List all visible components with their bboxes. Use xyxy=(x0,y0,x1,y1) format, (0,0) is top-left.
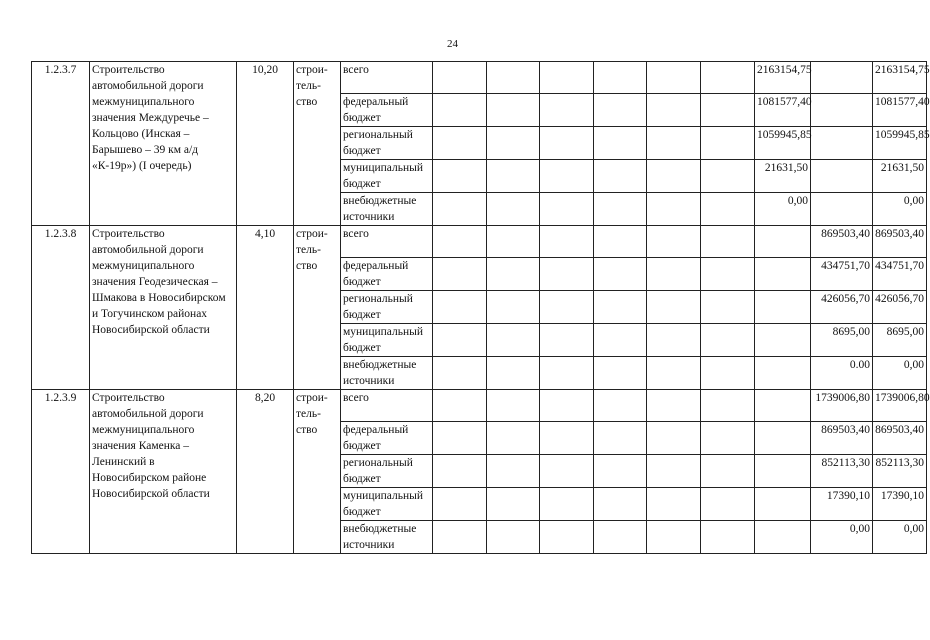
empty-year-cell xyxy=(594,390,647,422)
funding-source-label: федеральный бюджет xyxy=(341,94,433,127)
amount-cell-a: 1081577,40 xyxy=(755,94,811,127)
empty-year-cell xyxy=(594,258,647,291)
amount-cell-b: 1739006,80 xyxy=(811,390,873,422)
empty-year-cell xyxy=(594,94,647,127)
funding-source-label: региональный бюджет xyxy=(341,455,433,488)
item-code: 1.2.3.8 xyxy=(32,226,90,390)
amount-cell-a xyxy=(755,324,811,357)
empty-year-cell xyxy=(487,94,540,127)
empty-year-cell xyxy=(701,62,755,94)
empty-year-cell xyxy=(594,455,647,488)
item-kind: строи-тель-ство xyxy=(294,226,341,390)
table-row xyxy=(32,226,927,258)
empty-year-cell xyxy=(540,390,594,422)
empty-year-cell xyxy=(594,422,647,455)
funding-source-label: федеральный бюджет xyxy=(341,422,433,455)
empty-year-cell xyxy=(647,226,701,258)
empty-year-cell xyxy=(540,226,594,258)
empty-year-cell xyxy=(487,357,540,390)
empty-year-cell xyxy=(540,521,594,554)
empty-year-cell xyxy=(647,94,701,127)
table-body xyxy=(32,62,930,554)
empty-year-cell xyxy=(487,193,540,226)
item-name: Строительство автомобильной дороги межмуниципального значения Междуречье – Кольцово (Инская – Барышево – 39 км а/д «К-19р») (I очередь) xyxy=(90,62,237,226)
empty-year-cell xyxy=(540,324,594,357)
empty-year-cell xyxy=(540,193,594,226)
empty-year-cell xyxy=(647,488,701,521)
empty-year-cell xyxy=(433,258,487,291)
empty-year-cell xyxy=(433,94,487,127)
item-length: 10,20 xyxy=(237,62,294,226)
amount-cell-a: 2163154,75 xyxy=(755,62,811,94)
empty-year-cell xyxy=(433,488,487,521)
empty-year-cell xyxy=(594,127,647,160)
empty-year-cell xyxy=(433,324,487,357)
empty-year-cell xyxy=(647,193,701,226)
item-name: Строительство автомобильной дороги межмуниципального значения Каменка – Ленинский в Новосибирском районе Новосибирской области xyxy=(90,390,237,554)
empty-year-cell xyxy=(594,226,647,258)
empty-year-cell xyxy=(701,324,755,357)
empty-year-cell xyxy=(540,127,594,160)
funding-source-label: всего xyxy=(341,226,433,258)
empty-year-cell xyxy=(594,62,647,94)
total-cell: 1739006,80 xyxy=(873,390,927,422)
empty-year-cell xyxy=(647,357,701,390)
empty-year-cell xyxy=(487,226,540,258)
empty-year-cell xyxy=(487,521,540,554)
amount-cell-b xyxy=(811,94,873,127)
funding-source-label: всего xyxy=(341,62,433,94)
amount-cell-a: 1059945,85 xyxy=(755,127,811,160)
amount-cell-a xyxy=(755,226,811,258)
empty-year-cell xyxy=(701,226,755,258)
empty-year-cell xyxy=(701,521,755,554)
amount-cell-a xyxy=(755,455,811,488)
empty-year-cell xyxy=(540,455,594,488)
empty-year-cell xyxy=(540,488,594,521)
empty-year-cell xyxy=(594,291,647,324)
empty-year-cell xyxy=(487,291,540,324)
funding-source-label: муниципальный бюджет xyxy=(341,488,433,521)
empty-year-cell xyxy=(433,193,487,226)
amount-cell-b: 17390,10 xyxy=(811,488,873,521)
funding-source-label: региональный бюджет xyxy=(341,127,433,160)
empty-year-cell xyxy=(594,357,647,390)
empty-year-cell xyxy=(701,291,755,324)
total-cell: 1059945,85 xyxy=(873,127,927,160)
empty-year-cell xyxy=(647,324,701,357)
amount-cell-a: 0,00 xyxy=(755,193,811,226)
total-cell: 869503,40 xyxy=(873,226,927,258)
empty-year-cell xyxy=(433,357,487,390)
total-cell: 21631,50 xyxy=(873,160,927,193)
amount-cell-a xyxy=(755,488,811,521)
total-cell: 852113,30 xyxy=(873,455,927,488)
empty-year-cell xyxy=(647,127,701,160)
empty-year-cell xyxy=(433,62,487,94)
total-cell: 2163154,75 xyxy=(873,62,927,94)
table-row xyxy=(32,390,927,422)
empty-year-cell xyxy=(433,127,487,160)
funding-source-label: региональный бюджет xyxy=(341,291,433,324)
empty-year-cell xyxy=(647,521,701,554)
empty-year-cell xyxy=(701,127,755,160)
amount-cell-a xyxy=(755,357,811,390)
empty-year-cell xyxy=(647,390,701,422)
empty-year-cell xyxy=(433,521,487,554)
item-length: 8,20 xyxy=(237,390,294,554)
total-cell: 17390,10 xyxy=(873,488,927,521)
total-cell: 0,00 xyxy=(873,521,927,554)
empty-year-cell xyxy=(701,258,755,291)
total-cell: 0,00 xyxy=(873,357,927,390)
item-kind: строи-тель-ство xyxy=(294,62,341,226)
empty-year-cell xyxy=(540,291,594,324)
item-kind: строи-тель-ство xyxy=(294,390,341,554)
amount-cell-b: 434751,70 xyxy=(811,258,873,291)
empty-year-cell xyxy=(487,324,540,357)
total-cell: 434751,70 xyxy=(873,258,927,291)
empty-year-cell xyxy=(701,455,755,488)
empty-year-cell xyxy=(701,193,755,226)
empty-year-cell xyxy=(701,488,755,521)
empty-year-cell xyxy=(487,390,540,422)
empty-year-cell xyxy=(487,455,540,488)
empty-year-cell xyxy=(647,455,701,488)
budget-table xyxy=(31,61,930,554)
empty-year-cell xyxy=(647,62,701,94)
empty-year-cell xyxy=(540,160,594,193)
empty-year-cell xyxy=(701,94,755,127)
empty-year-cell xyxy=(433,390,487,422)
item-name: Строительство автомобильной дороги межмуниципального значения Геодезическая – Шмакова в Новосибирском и Тогучинском районах Новосибирской области xyxy=(90,226,237,390)
amount-cell-b xyxy=(811,127,873,160)
empty-year-cell xyxy=(594,488,647,521)
item-code: 1.2.3.9 xyxy=(32,390,90,554)
total-cell: 869503,40 xyxy=(873,422,927,455)
amount-cell-a xyxy=(755,390,811,422)
amount-cell-b: 852113,30 xyxy=(811,455,873,488)
funding-source-label: внебюджетные источники xyxy=(341,193,433,226)
empty-year-cell xyxy=(647,291,701,324)
amount-cell-a xyxy=(755,291,811,324)
table-row xyxy=(32,62,927,94)
empty-year-cell xyxy=(594,324,647,357)
amount-cell-a xyxy=(755,422,811,455)
empty-year-cell xyxy=(540,62,594,94)
empty-year-cell xyxy=(647,422,701,455)
empty-year-cell xyxy=(487,422,540,455)
empty-year-cell xyxy=(540,357,594,390)
empty-year-cell xyxy=(433,455,487,488)
funding-source-label: муниципальный бюджет xyxy=(341,160,433,193)
empty-year-cell xyxy=(701,160,755,193)
amount-cell-b: 8695,00 xyxy=(811,324,873,357)
amount-cell-b: 869503,40 xyxy=(811,226,873,258)
amount-cell-b: 869503,40 xyxy=(811,422,873,455)
amount-cell-a xyxy=(755,258,811,291)
page-number: 24 xyxy=(447,38,458,50)
amount-cell-b xyxy=(811,193,873,226)
empty-year-cell xyxy=(647,160,701,193)
funding-source-label: внебюджетные источники xyxy=(341,521,433,554)
empty-year-cell xyxy=(594,193,647,226)
total-cell: 426056,70 xyxy=(873,291,927,324)
funding-source-label: муниципальный бюджет xyxy=(341,324,433,357)
empty-year-cell xyxy=(647,258,701,291)
empty-year-cell xyxy=(540,422,594,455)
total-cell: 8695,00 xyxy=(873,324,927,357)
funding-source-label: внебюджетные источники xyxy=(341,357,433,390)
empty-year-cell xyxy=(594,521,647,554)
empty-year-cell xyxy=(487,488,540,521)
item-length: 4,10 xyxy=(237,226,294,390)
item-code: 1.2.3.7 xyxy=(32,62,90,226)
amount-cell-b xyxy=(811,62,873,94)
empty-year-cell xyxy=(701,422,755,455)
empty-year-cell xyxy=(433,226,487,258)
empty-year-cell xyxy=(487,127,540,160)
empty-year-cell xyxy=(487,62,540,94)
empty-year-cell xyxy=(433,291,487,324)
amount-cell-b xyxy=(811,160,873,193)
amount-cell-b: 0.00 xyxy=(811,357,873,390)
total-cell: 0,00 xyxy=(873,193,927,226)
amount-cell-a: 21631,50 xyxy=(755,160,811,193)
empty-year-cell xyxy=(433,422,487,455)
empty-year-cell xyxy=(701,357,755,390)
amount-cell-a xyxy=(755,521,811,554)
empty-year-cell xyxy=(433,160,487,193)
empty-year-cell xyxy=(487,160,540,193)
empty-year-cell xyxy=(701,390,755,422)
amount-cell-b: 0,00 xyxy=(811,521,873,554)
funding-source-label: всего xyxy=(341,390,433,422)
empty-year-cell xyxy=(594,160,647,193)
empty-year-cell xyxy=(540,258,594,291)
funding-source-label: федеральный бюджет xyxy=(341,258,433,291)
empty-year-cell xyxy=(540,94,594,127)
total-cell: 1081577,40 xyxy=(873,94,927,127)
amount-cell-b: 426056,70 xyxy=(811,291,873,324)
empty-year-cell xyxy=(487,258,540,291)
